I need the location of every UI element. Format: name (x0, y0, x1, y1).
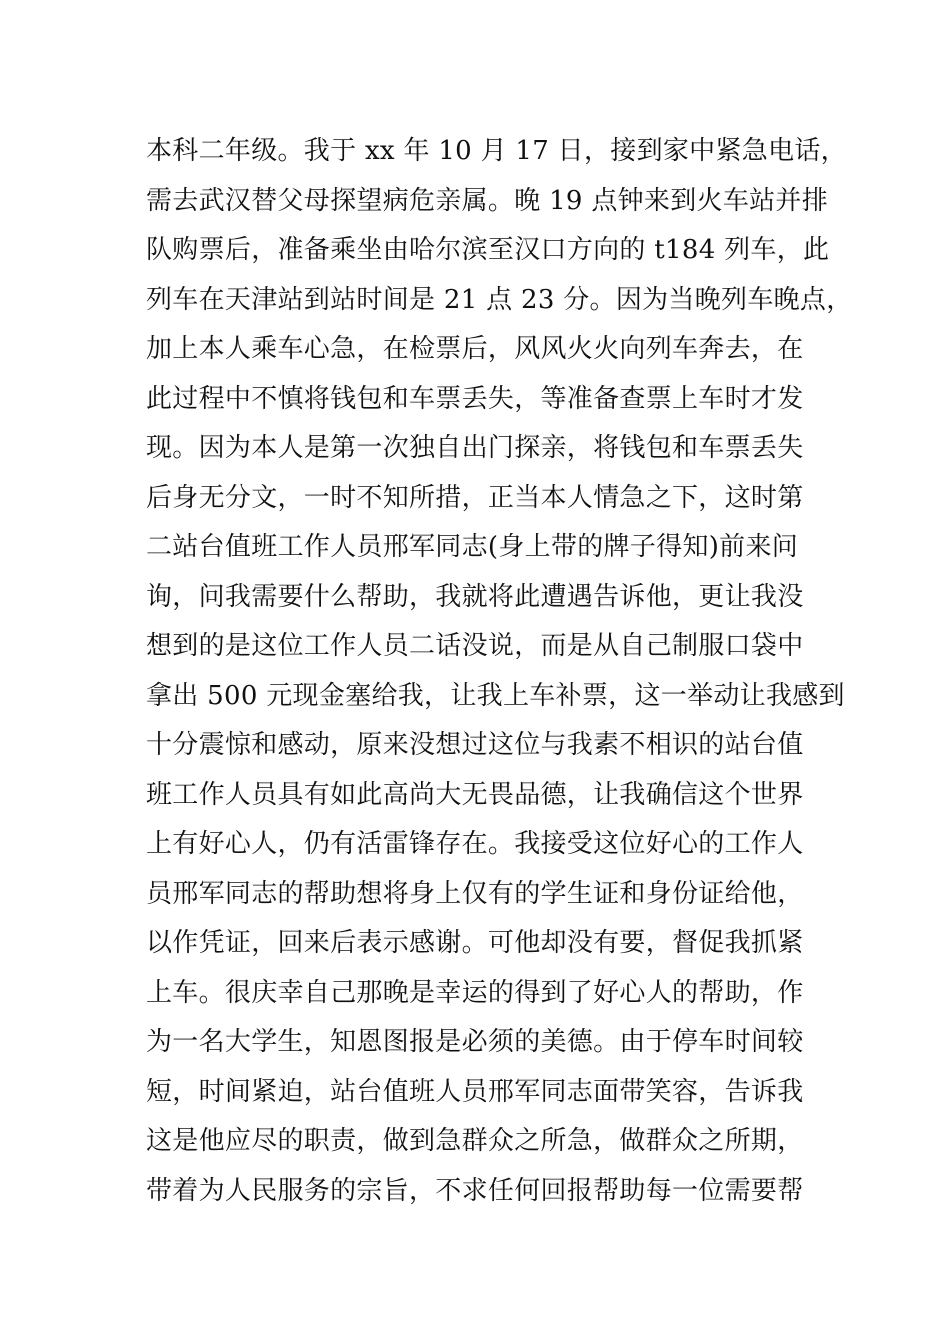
text-line: 这是他应尽的职责，做到急群众之所急，做群众之所期， (146, 1126, 804, 1156)
text-line: 员邢军同志的帮助想将身上仅有的学生证和身份证给他， (146, 878, 804, 909)
text-line: 以作凭证，回来后表示感谢。可他却没有要，督促我抓紧 (146, 928, 804, 958)
text-line: 上车。很庆幸自己那晚是幸运的得到了好心人的帮助，作 (146, 977, 804, 1008)
text-line: 十分震惊和感动，原来没想过这位与我素不相识的站台值 (146, 730, 804, 760)
text-line: 需去武汉替父母探望病危亲属。晚 19 点钟来到火车站并排 (146, 185, 829, 216)
text-line: 班工作人员具有如此高尚大无畏品德，让我确信这个世界 (146, 779, 804, 810)
text-line: 上有好心人，仍有活雷锋存在。我接受这位好心的工作人 (146, 829, 804, 859)
text-line: 为一名大学生，知恩图报是必须的美德。由于停车时间较 (146, 1027, 804, 1057)
text-line: 短，时间紧迫，站台值班人员邢军同志面带笑容，告诉我 (146, 1076, 804, 1107)
text-line: 现。因为本人是第一次独自出门探亲，将钱包和车票丢失 (146, 433, 804, 463)
text-line: 带着为人民服务的宗旨，不求任何回报帮助每一位需要帮 (146, 1175, 804, 1206)
text-line: 本科二年级。我于 xx 年 10 月 17 日，接到家中紧急电话， (146, 136, 847, 166)
text-line: 列车在天津站到站时间是 21 点 23 分。因为当晚列车晚点， (146, 284, 853, 315)
text-line: 加上本人乘车心急，在检票后，风风火火向列车奔去，在 (146, 334, 804, 364)
text-line: 询，问我需要什么帮助，我就将此遭遇告诉他，更让我没 (146, 581, 804, 612)
text-line: 想到的是这位工作人员二话没说，而是从自己制服口袋中 (146, 631, 804, 661)
text-line: 队购票后，准备乘坐由哈尔滨至汉口方向的 t184 列车，此 (146, 235, 830, 265)
letter-body (146, 127, 853, 1216)
text-line: 此过程中不慎将钱包和车票丢失，等准备查票上车时才发 (146, 383, 804, 414)
text-line: 二站台值班工作人员邢军同志(身上带的牌子得知)前来问 (146, 532, 799, 562)
text-line: 拿出 500 元现金塞给我，让我上车补票，这一举动让我感到 (146, 680, 845, 711)
text-line: 后身无分文，一时不知所措，正当本人情急之下，这时第 (146, 482, 804, 513)
